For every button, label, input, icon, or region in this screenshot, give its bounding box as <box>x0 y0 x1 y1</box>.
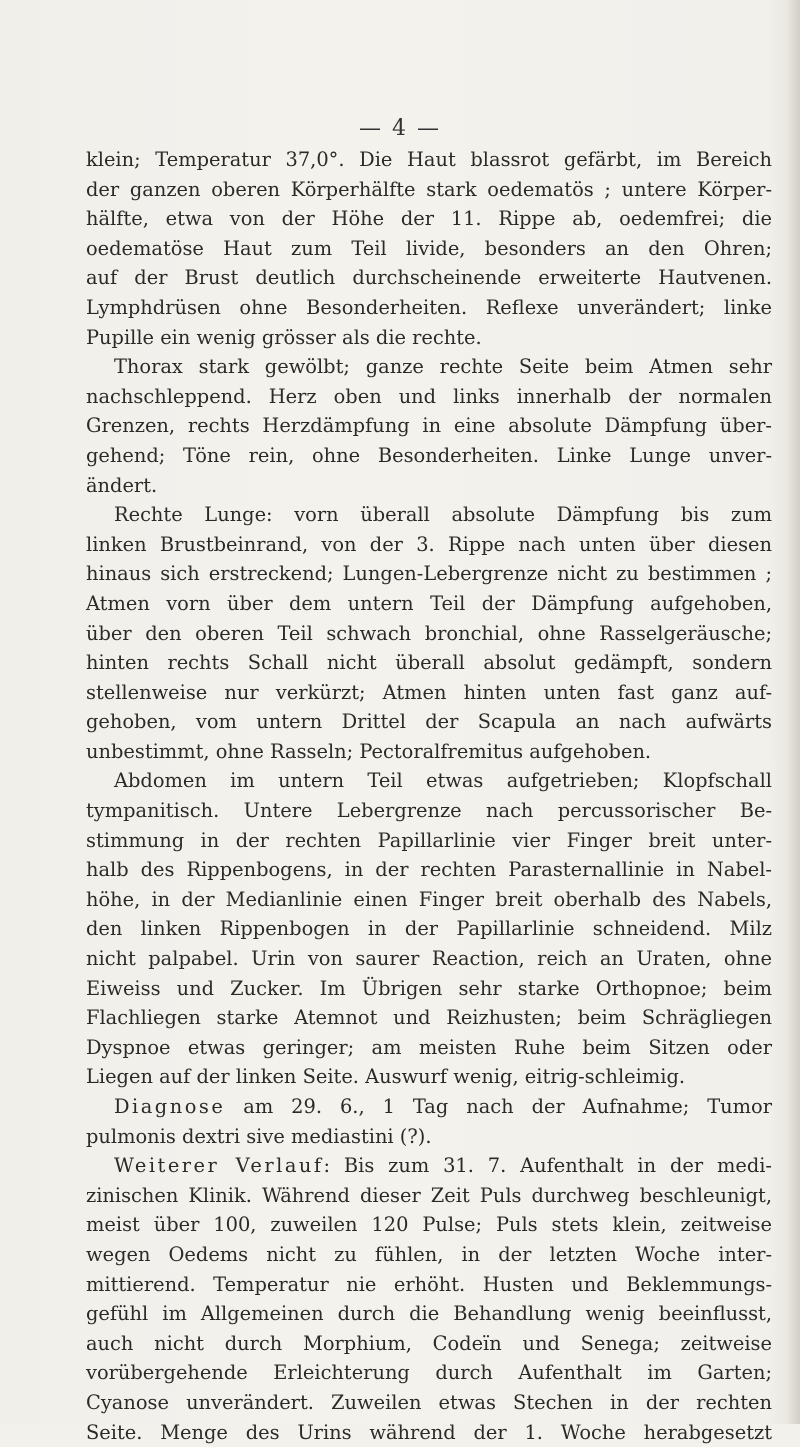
text-line: zinischen Klinik. Während dieser Zeit Puls durchweg beschleunigt, <box>86 1183 772 1207</box>
text-line: wegen Oedems nicht zu fühlen, in der letzten Woche inter- <box>86 1242 772 1266</box>
page-edge-shadow <box>786 0 800 1424</box>
text-line: halb des Rippenbogens, in der rechten Parasternallinie in Nabel- <box>86 858 772 882</box>
text-line: gehend; Töne rein, ohne Besonderheiten. Linke Lunge unver- <box>86 443 772 467</box>
text-line: Liegen auf der linken Seite. Auswurf wenig, eitrig-schleimig. <box>86 1065 686 1089</box>
body-text <box>86 145 772 1447</box>
text-line: Eiweiss und Zucker. Im Übrigen sehr starke Orthopnoe; beim <box>86 976 772 1000</box>
text-line: höhe, in der Medianlinie einen Finger breit oberhalb des Nabels, <box>86 887 772 911</box>
text-line: unbestimmt, ohne Rasseln; Pectoralfremitus aufgehoben. <box>86 739 652 763</box>
text-line: Abdomen im untern Teil etwas aufgetrieben; Klopfschall <box>114 769 772 793</box>
text-line: hinten rechts Schall nicht überall absolut gedämpft, sondern <box>86 651 772 675</box>
text-line: oedematöse Haut zum Teil livide, besonders an den Ohren; <box>86 236 772 260</box>
text-line: Grenzen, rechts Herzdämpfung in eine absolute Dämpfung über- <box>86 414 772 438</box>
text-line: Pupille ein wenig grösser als die rechte. <box>86 325 482 349</box>
text-line: klein; Temperatur 37,0°. Die Haut blassrot gefärbt, im Bereich <box>86 148 772 171</box>
text-line <box>86 1151 772 1181</box>
text-line: der ganzen oberen Körperhälfte stark oedematös ; untere Körper- <box>86 177 772 201</box>
text-line <box>86 1092 772 1122</box>
text-line: linken Brustbeinrand, von der 3. Rippe nach unten über diesen <box>86 532 772 556</box>
spaced-heading: Diagnose <box>114 1095 226 1118</box>
text-line: auch nicht durch Morphium, Codeïn und Senega; zeitweise <box>86 1331 772 1355</box>
line-text: : Bis zum 31. 7. Aufenthalt in der medi- <box>323 1154 772 1178</box>
text-line: meist über 100, zuweilen 120 Pulse; Puls stets klein, zeitweise <box>86 1213 772 1237</box>
line-text: am 29. 6., 1 Tag nach der Aufnahme; Tumor <box>225 1095 772 1118</box>
text-line: ändert. <box>86 473 158 497</box>
text-line: pulmonis dextri sive mediastini (?). <box>86 1124 432 1148</box>
text-line: mittierend. Temperatur nie erhöht. Husten und Beklemmungs- <box>86 1272 772 1296</box>
text-line: stellenweise nur verkürzt; Atmen hinten unten fast ganz auf- <box>86 680 772 704</box>
text-line: über den oberen Teil schwach bronchial, ohne Rasselgeräusche; <box>86 621 772 645</box>
text-line: hinaus sich erstreckend; Lungen-Lebergrenze nicht zu bestimmen ; <box>86 562 772 586</box>
text-line: gehoben, vom untern Drittel der Scapula an nach aufwärts <box>86 710 772 734</box>
text-line: Rechte Lunge: vorn überall absolute Dämpfung bis zum <box>114 503 772 527</box>
text-line: gefühl im Allgemeinen durch die Behandlung wenig beeinflusst, <box>86 1302 772 1326</box>
text-line: Atmen vorn über dem untern Teil der Dämpfung aufgehoben, <box>86 591 772 615</box>
text-line: vorübergehende Erleichterung durch Aufenthalt im Garten; <box>86 1361 772 1385</box>
text-line: Cyanose unverändert. Zuweilen etwas Stechen in der rechten <box>86 1390 772 1414</box>
text-line: hälfte, etwa von der Höhe der 11. Rippe ab, oedemfrei; die <box>86 207 772 231</box>
text-line: den linken Rippenbogen in der Papillarlinie schneidend. Milz <box>86 917 772 941</box>
text-line: stimmung in der rechten Papillarlinie vier Finger breit unter- <box>86 828 772 852</box>
text-line: tympanitisch. Untere Lebergrenze nach percussorischer Be- <box>86 799 772 823</box>
text-line: auf der Brust deutlich durchscheinende erweiterte Hautvenen. <box>86 266 772 290</box>
text-line: Seite. Menge des Urins während der 1. Woche herabgesetzt <box>86 1420 772 1444</box>
page-number: — 4 — <box>359 116 441 141</box>
text-line: nicht palpabel. Urin von saurer Reaction, reich an Uraten, ohne <box>86 947 772 971</box>
text-line: Thorax stark gewölbt; ganze rechte Seite beim Atmen sehr <box>114 355 772 379</box>
text-line: Dyspnoe etwas geringer; am meisten Ruhe beim Sitzen oder <box>86 1035 772 1059</box>
text-line: Lymphdrüsen ohne Besonderheiten. Reflexe unverändert; linke <box>86 295 772 319</box>
text-line: nachschleppend. Herz oben und links innerhalb der normalen <box>86 384 772 408</box>
text-line: Flachliegen starke Atemnot und Reizhusten; beim Schrägliegen <box>86 1006 772 1030</box>
spaced-heading: Weiterer Verlauf <box>114 1154 324 1178</box>
